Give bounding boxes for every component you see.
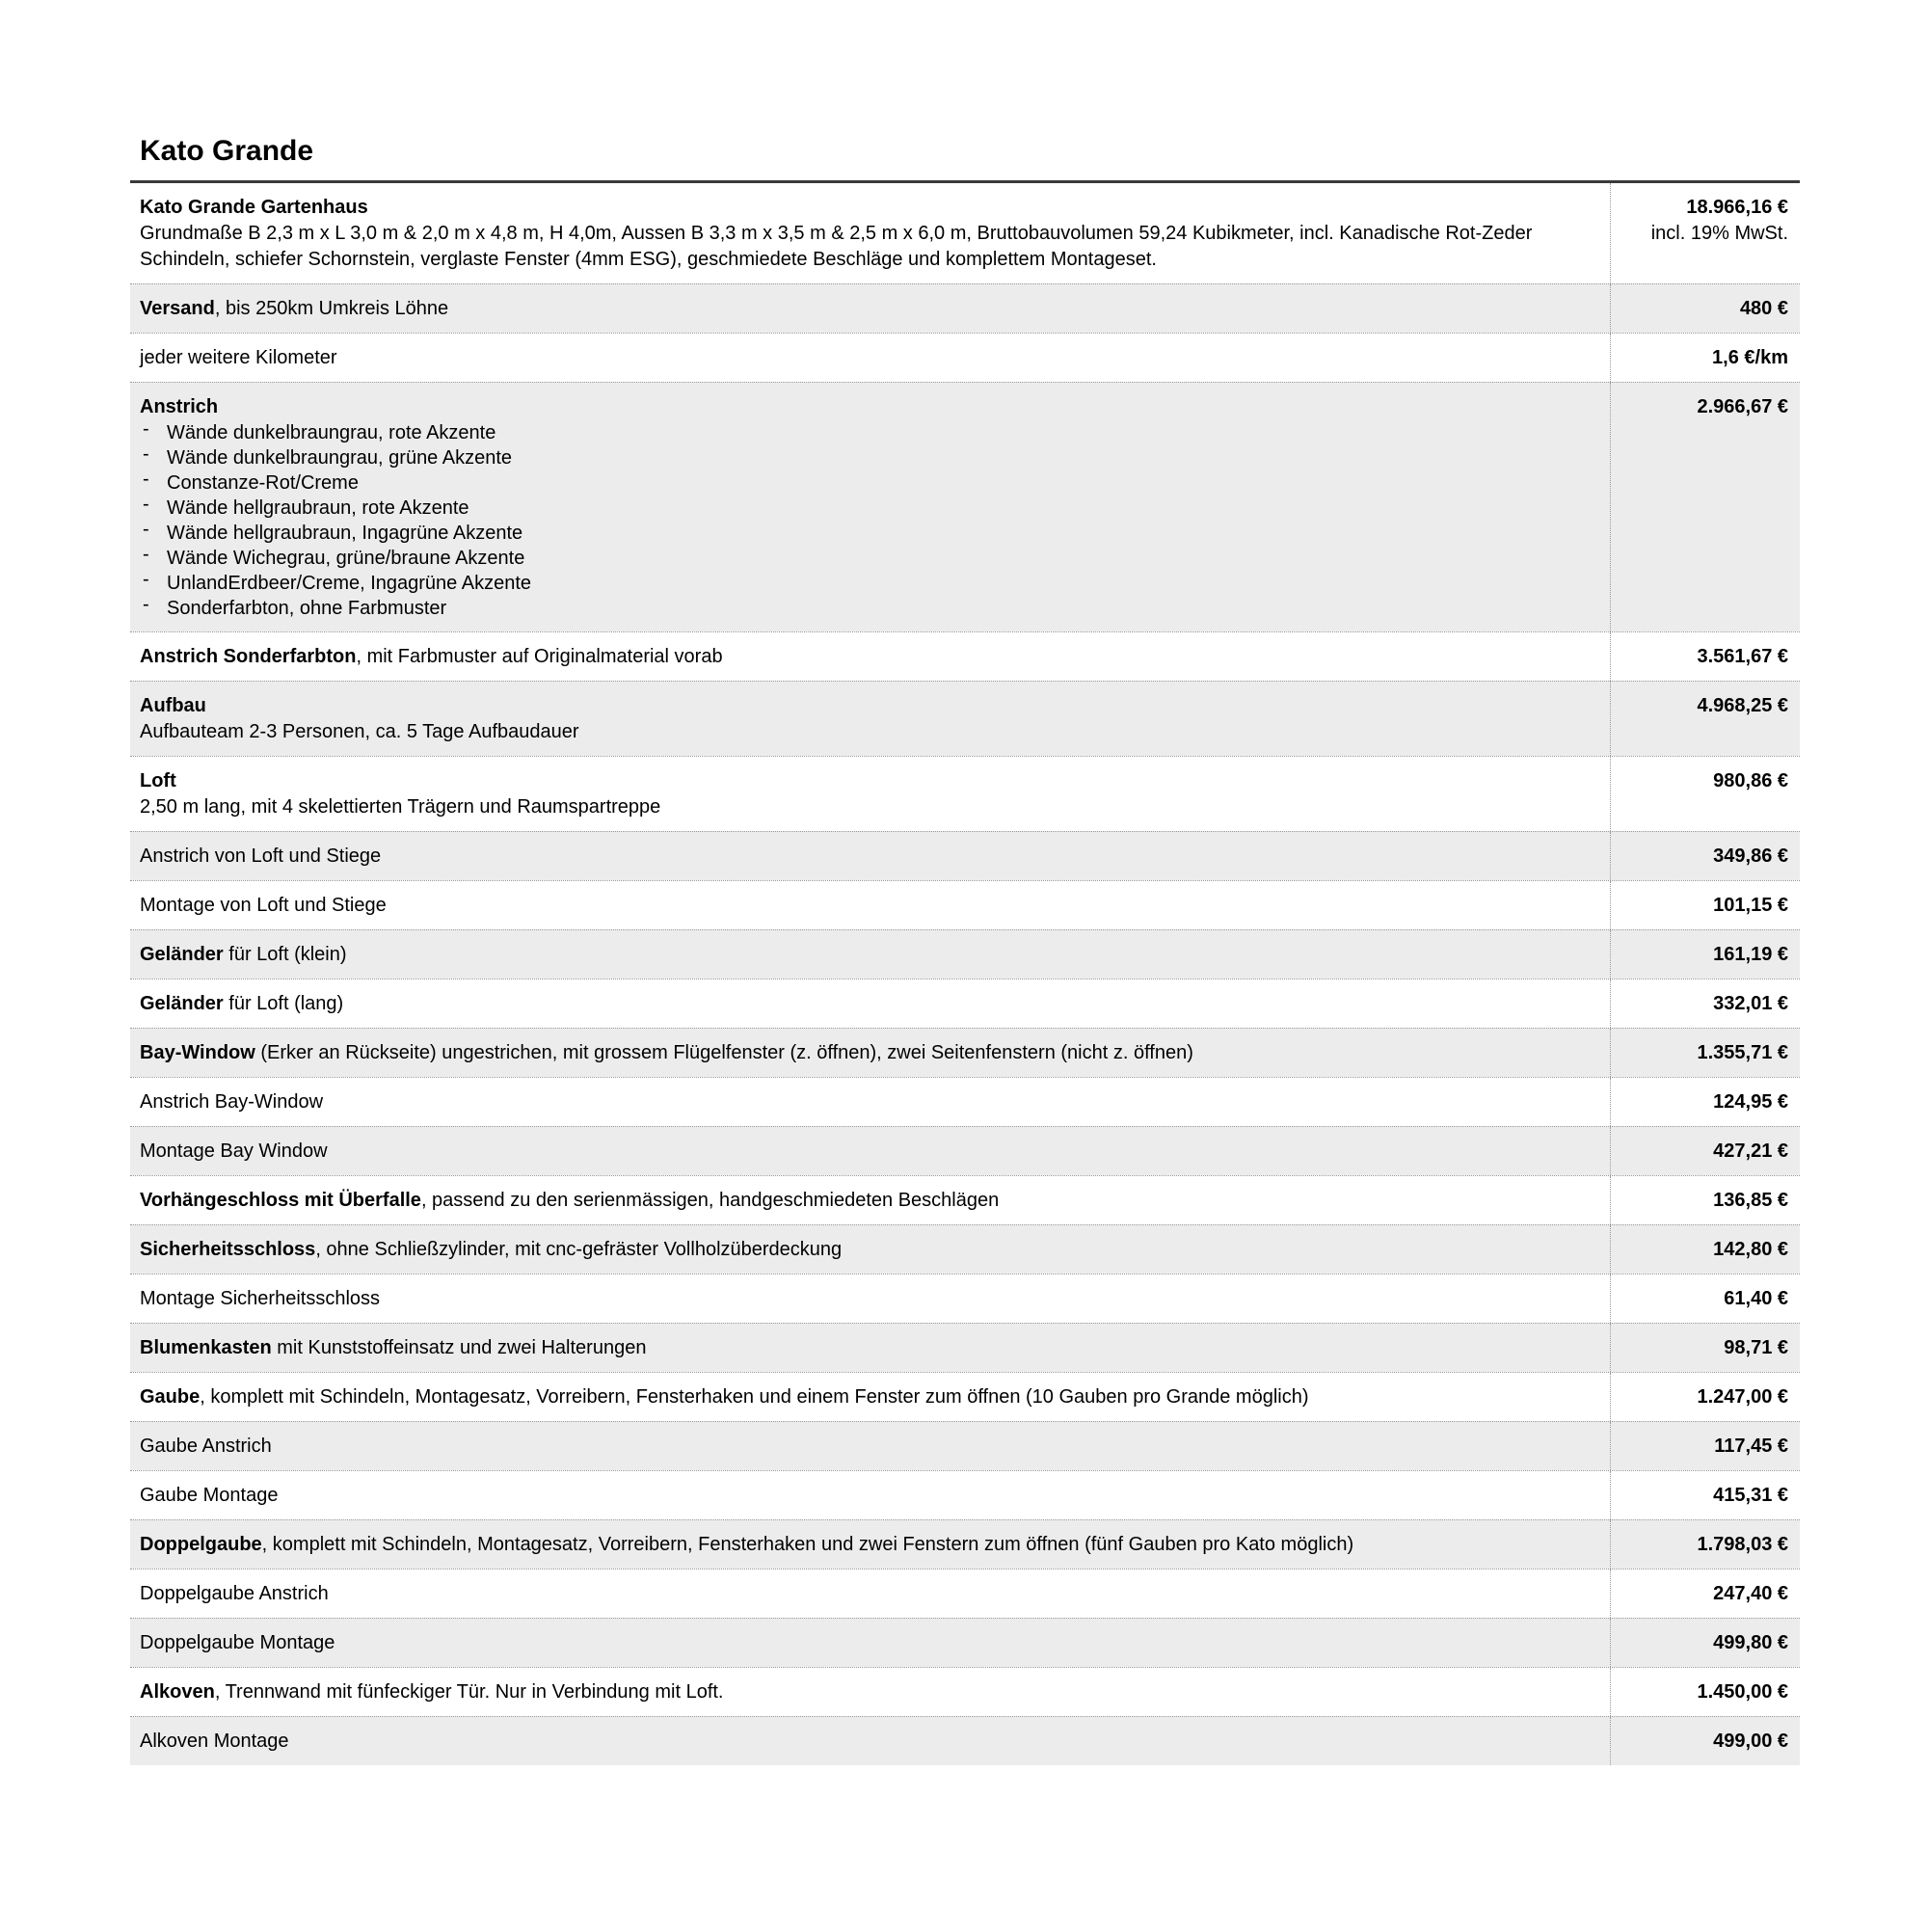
item-description-cell [130,1029,1610,1077]
option-item: - Sonderfarbton, ohne Farbmuster [140,596,1587,621]
document-sheet [130,0,1800,1765]
table-row [130,1716,1800,1765]
item-price-cell [1610,757,1800,831]
table-row [130,831,1800,880]
item-details: , mit Farbmuster auf Originalmaterial vorab [356,646,723,667]
table-row [130,756,1800,831]
item-price: 1.450,00 € [1697,1681,1788,1703]
item-description-cell [130,682,1610,756]
item-price: 1.355,71 € [1697,1042,1788,1063]
item-description-cell [130,1471,1610,1519]
table-row [130,1175,1800,1224]
item-price-cell [1610,1520,1800,1569]
option-item: - Wände Wichegrau, grüne/braune Akzente [140,546,1587,571]
item-details: , passend zu den serienmässigen, handgeschmiedeten Beschlägen [420,1190,1000,1211]
table-row [130,681,1800,756]
item-description-cell [130,757,1610,831]
item-details: Anstrich von Loft und Stiege [140,845,382,867]
table-row [130,333,1800,382]
table-row [130,183,1800,283]
item-description-cell [130,183,1610,283]
item-name: Anstrich Sonderfarbton [140,646,357,667]
item-price: 247,40 € [1713,1583,1788,1604]
item-details: Montage von Loft und Stiege [140,895,387,916]
item-description-cell [130,930,1610,979]
item-price-cell [1610,334,1800,382]
item-price-cell [1610,284,1800,333]
item-details: für Loft (lang) [223,993,344,1014]
item-description-cell [130,383,1610,631]
table-row [130,1126,1800,1175]
item-price-note: incl. 19% MwSt. [1650,223,1788,244]
item-price-cell [1610,1176,1800,1224]
item-description-cell [130,1373,1610,1421]
item-price: 136,85 € [1713,1190,1788,1211]
item-price-cell [1610,1471,1800,1519]
item-price-cell [1610,632,1800,681]
item-description-cell [130,1570,1610,1618]
item-details: Gaube Anstrich [140,1436,272,1457]
item-price: 415,31 € [1713,1485,1788,1506]
item-details: Alkoven Montage [140,1731,289,1752]
item-details: Montage Sicherheitsschloss [140,1288,381,1309]
table-row [130,1618,1800,1667]
item-price-cell [1610,881,1800,929]
item-description-cell [130,1275,1610,1323]
table-row [130,1519,1800,1569]
item-price: 3.561,67 € [1697,646,1788,667]
item-details: Gaube Montage [140,1485,279,1506]
item-price: 98,71 € [1724,1337,1788,1358]
item-price: 61,40 € [1724,1288,1788,1309]
item-price-cell [1610,1668,1800,1716]
item-price: 117,45 € [1714,1436,1788,1457]
item-name: Geländer [140,993,224,1014]
item-price-cell [1610,1373,1800,1421]
item-details: Anstrich Bay-Window [140,1091,324,1113]
item-details: , komplett mit Schindeln, Montagesatz, Vorreibern, Fensterhaken und zwei Fenstern zum öffnen (fünf Gauben pro Kato möglich) [261,1534,1354,1555]
table-row [130,1323,1800,1372]
item-price-cell [1610,1078,1800,1126]
option-item: - Wände hellgraubraun, rote Akzente [140,496,1587,521]
table-row [130,1274,1800,1323]
item-price: 499,80 € [1713,1632,1788,1653]
table-row [130,1028,1800,1077]
table-row [130,1470,1800,1519]
item-details: Doppelgaube Montage [140,1632,335,1653]
item-description-cell [130,881,1610,929]
item-name: Geländer [140,944,224,965]
item-price-cell [1610,1029,1800,1077]
option-item: - Wände dunkelbraungrau, grüne Akzente [140,445,1587,470]
option-item: - Wände hellgraubraun, Ingagrüne Akzente [140,521,1587,546]
item-price: 4.968,25 € [1697,695,1788,716]
item-description-cell [130,832,1610,880]
item-description-cell [130,1422,1610,1470]
item-subtitle: 2,50 m lang, mit 4 skelettierten Trägern und Raumspartreppe [140,796,661,818]
item-price: 161,19 € [1713,944,1788,965]
item-price: 980,86 € [1713,770,1788,792]
item-description-cell [130,1176,1610,1224]
item-details: (Erker an Rückseite) ungestrichen, mit grossem Flügelfenster (z. öffnen), zwei Seitenfenstern (nicht z. öffnen) [254,1042,1193,1063]
table-row [130,631,1800,681]
item-price-cell [1610,930,1800,979]
item-name: Alkoven [140,1681,215,1703]
item-description-cell [130,1717,1610,1765]
item-description-cell [130,1127,1610,1175]
item-name: Kato Grande Gartenhaus [140,197,368,218]
item-name: Bay-Window [140,1042,255,1063]
item-price: 18.966,16 € [1686,197,1788,218]
item-name: Aufbau [140,695,206,716]
item-details: , Trennwand mit fünfeckiger Tür. Nur in Verbindung mit Loft. [214,1681,724,1703]
item-price-cell [1610,1225,1800,1274]
option-item: - UnlandErdbeer/Creme, Ingagrüne Akzente [140,571,1587,596]
table-row [130,929,1800,979]
item-details: , komplett mit Schindeln, Montagesatz, Vorreibern, Fensterhaken und einem Fenster zum öffnen (10 Gauben pro Grande möglich) [200,1386,1309,1408]
table-row [130,1224,1800,1274]
table-row [130,1421,1800,1470]
table-row [130,283,1800,333]
table-row [130,979,1800,1028]
table-row [130,1667,1800,1716]
item-options-list [140,420,1587,621]
item-price: 1.247,00 € [1697,1386,1788,1408]
item-price-cell [1610,682,1800,756]
item-price-cell [1610,1619,1800,1667]
item-description-cell [130,284,1610,333]
item-price: 2.966,67 € [1697,396,1788,417]
item-price: 1,6 €/km [1712,347,1788,368]
item-price-cell [1610,1127,1800,1175]
item-price-cell [1610,1570,1800,1618]
item-price: 499,00 € [1713,1731,1788,1752]
item-price-cell [1610,183,1800,283]
item-description-cell [130,334,1610,382]
item-subtitle: Aufbauteam 2-3 Personen, ca. 5 Tage Aufbaudauer [140,721,579,742]
item-details: , bis 250km Umkreis Löhne [214,298,449,319]
table-row [130,880,1800,929]
item-price: 124,95 € [1713,1091,1788,1113]
item-description-cell [130,1668,1610,1716]
item-name: Doppelgaube [140,1534,262,1555]
item-details: Montage Bay Window [140,1140,328,1162]
item-details: , ohne Schließzylinder, mit cnc-gefräster Vollholzüberdeckung [315,1239,843,1260]
item-details: für Loft (klein) [223,944,347,965]
page-title: Kato Grande [140,135,314,167]
item-details: Doppelgaube Anstrich [140,1583,329,1604]
item-price: 101,15 € [1713,895,1788,916]
item-details: mit Kunststoffeinsatz und zwei Halterungen [271,1337,647,1358]
item-subtitle: Grundmaße B 2,3 m x L 3,0 m & 2,0 m x 4,8 m, H 4,0m, Aussen B 3,3 m x 3,5 m & 2,5 m x 6,0 m, Bruttobauvolumen 59,24 Kubikmeter, incl. Kanadische Rot-Zeder Schindeln, schiefer Schornstein, verglaste Fenster (4mm ESG), geschmiedete Beschläge und komplettem Montageset. [140,223,1533,270]
price-table [130,180,1800,1765]
item-price-cell [1610,1717,1800,1765]
table-row [130,1372,1800,1421]
item-price: 427,21 € [1713,1140,1788,1162]
item-description-cell [130,1078,1610,1126]
item-price: 142,80 € [1713,1239,1788,1260]
item-price-cell [1610,832,1800,880]
item-name: Anstrich [140,396,219,417]
item-name: Vorhängeschloss mit Überfalle [140,1190,421,1211]
item-price: 1.798,03 € [1697,1534,1788,1555]
table-row [130,1077,1800,1126]
item-price-cell [1610,979,1800,1028]
item-description-cell [130,632,1610,681]
item-price-cell [1610,1275,1800,1323]
item-name: Blumenkasten [140,1337,272,1358]
item-price-cell [1610,1324,1800,1372]
item-price-cell [1610,383,1800,631]
item-price-cell [1610,1422,1800,1470]
item-name: Loft [140,770,176,792]
item-details: jeder weitere Kilometer [140,347,337,368]
item-name: Gaube [140,1386,201,1408]
table-row [130,1569,1800,1618]
item-price: 349,86 € [1713,845,1788,867]
option-item: - Constanze-Rot/Creme [140,470,1587,496]
table-row [130,382,1800,631]
item-description-cell [130,1225,1610,1274]
item-price: 480 € [1739,298,1788,319]
item-description-cell [130,1324,1610,1372]
item-name: Versand [140,298,215,319]
item-name: Sicherheitsschloss [140,1239,316,1260]
item-description-cell [130,1520,1610,1569]
item-description-cell [130,1619,1610,1667]
item-price: 332,01 € [1713,993,1788,1014]
item-description-cell [130,979,1610,1028]
option-item: - Wände dunkelbraungrau, rote Akzente [140,420,1587,445]
